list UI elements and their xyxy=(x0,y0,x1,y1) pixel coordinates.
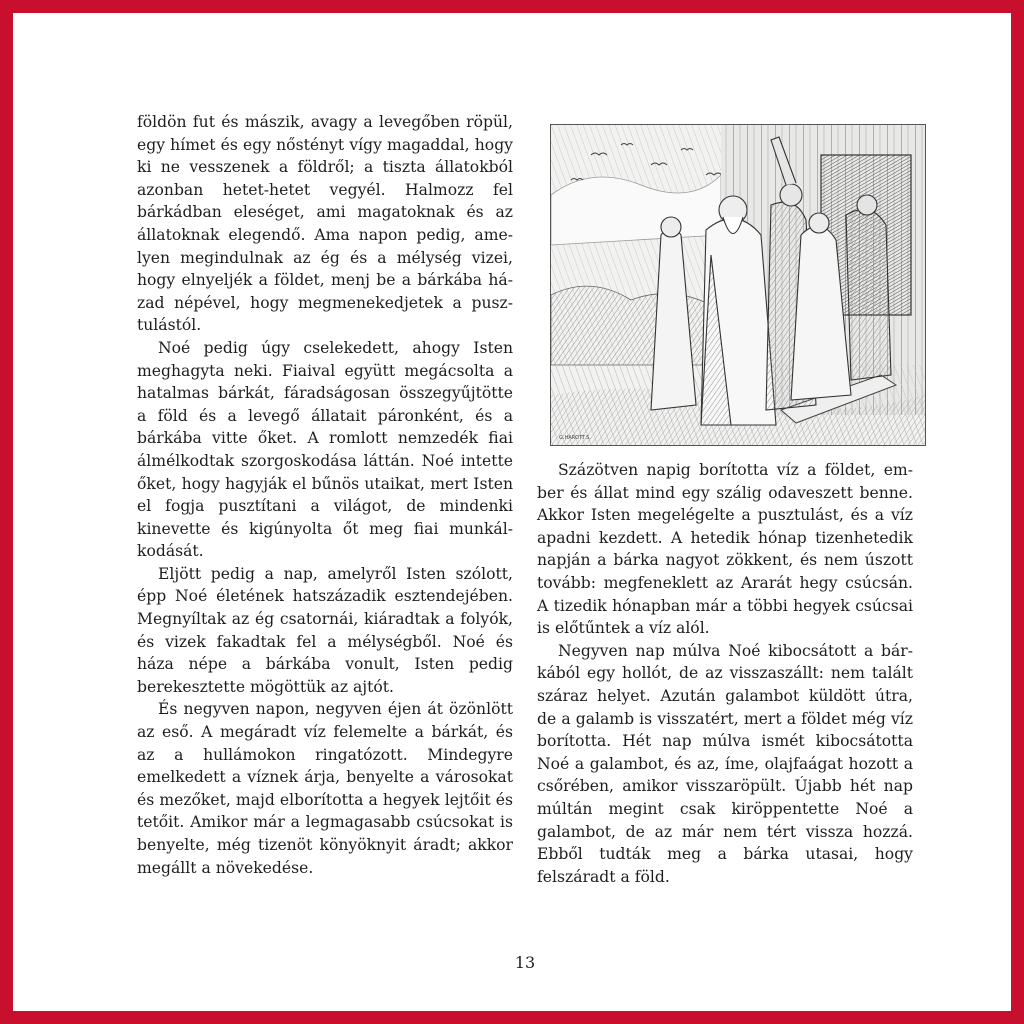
page-number: 13 xyxy=(514,953,536,972)
right-text-column xyxy=(537,459,913,888)
engraving-image xyxy=(551,125,925,445)
paragraph: Negyven nap múlva Noé kibocsátott a bárkából egy hollót, de az visszaszállt: nem talált száraz helyet. Azután galambot küldött útra, de a galamb is visszatért, mert a földet még víz borította. Hét nap múlva ismét kibocsátotta Noé a galambot, és az, íme, olajfaágat hozott a csőrében, amikor visszaröpült. Újabb hét nap múltán megint csak kiröppentette Noé a galambot, de az már nem tért vissza hozzá. Ebből tudták meg a bárka utasai, hogy felszáradt a föld. xyxy=(537,641,913,886)
noah-ark-illustration xyxy=(550,124,926,446)
paragraph: És negyven napon, negyven éjen át özönlött az eső. A megáradt víz felemelte a bárkát, és az a hullámokon ringatózott. Mindegyre emelkedett a víznek árja, benyelte a városokat és mezőket, majd elborította a hegyek lejtőit és tetőit. Amikor már a legmagasabb csúcsokat is benyelte, még tizenöt könyöknyit áradt; akkor megállt a növekedése. xyxy=(137,700,513,877)
paragraph: Noé pedig úgy cselekedett, ahogy Isten meghagyta neki. Fiaival együtt megácsolta a hatalmas bárkát, fáradságosan összegyűjtötte a föld és a levegő állatait páronként, és a bárkába vitte őket. A romlott nemzedék fiai álmélkodtak szorgoskodása láttán. Noé intette őket, hogy hagyják el bűnös utaikat, mert Isten el fogja pusztítani a világot, de mindenki kinevette és kigúnyolta őt meg fiai munkálkodását. xyxy=(137,338,513,561)
paragraph: Eljött pedig a nap, amelyről Isten szólott, épp Noé életének hatszázadik esztendejében. Megnyíltak az ég csatornái, kiáradtak a folyók, és vizek fakadtak fel a mélységből. Noé és háza népe a bárkába vonult, Isten pedig berekesztette mögöttük az ajtót. xyxy=(137,564,513,696)
left-text-column xyxy=(137,111,513,879)
engraver-signature: G.HAROTT.S. xyxy=(559,435,591,441)
paragraph: Százötven napig borította víz a földet, ember és állat mind egy szálig odaveszett benne. Akkor Isten megelégelte a pusztulást, és a víz apadni kezdett. A hetedik hónap tizenhetedik napján a bárka nagyot zökkent, és nem úszott tovább: megfeneklett az Ararát hegy csúcsán. A tizedik hónapban már a többi hegyek csúcsai is előtűntek a víz alól. xyxy=(537,461,913,638)
paragraph: földön fut és mászik, avagy a levegőben röpül, egy hímet és egy nőstényt vígy magaddal, hogy ki ne vesszenek a földről; a tiszta állatokból azonban hetet-hetet vegyél. Halmozz fel bárkádban eleséget, ami magatoknak és az állatoknak elegendő. Ama napon pedig, amelyen megindulnak az ég és a mélység vizei, hogy elnyeljék a földet, menj be a bárkába házad népével, hogy megmenekedjetek a pusztulástól. xyxy=(137,113,513,335)
